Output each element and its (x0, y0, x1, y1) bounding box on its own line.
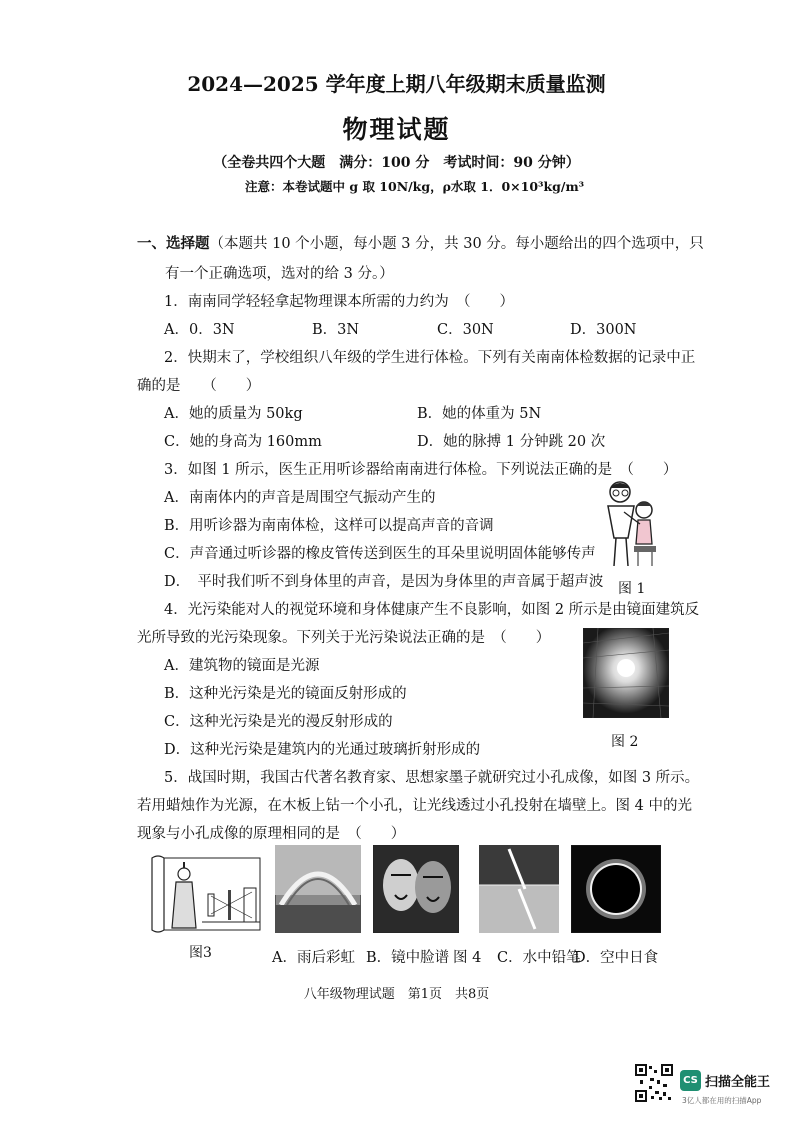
section-heading-line (137, 232, 704, 253)
subject-title: 物理试题 (342, 115, 451, 144)
question-1-stem: 1．南南同学轻轻拿起物理课本所需的力约为 （ ） (164, 294, 514, 310)
q1-option-d: D．300N (570, 322, 637, 338)
q3-option-a: A．南南体内的声音是周围空气振动产生的 (164, 490, 436, 506)
question-2-stem: 2．快期末了，学校组织八年级的学生进行体检。下列有关南南体检数据的记录中正 (164, 350, 696, 366)
q3-option-b: B．用听诊器为南南体检，这样可以提高声音的音调 (164, 518, 494, 534)
q2-option-b: B．她的体重为 5N (417, 406, 542, 422)
q4-option-b: B．这种光污染是光的镜面反射形成的 (164, 686, 407, 702)
q2-option-c: C．她的身高为 160mm (164, 434, 322, 450)
figure-4b-mirror-face-photo (373, 845, 459, 933)
q5-option-b: B．镜中脸谱 (366, 950, 450, 966)
question-3-stem: 3．如图 1 所示，医生正用听诊器给南南进行体检。下列说法正确的是 （ ） (164, 462, 678, 478)
page-footer: 八年级物理试题 第1页 共8页 (303, 987, 490, 1002)
q1-option-b: B．3N (312, 322, 360, 338)
exam-info: （全卷共四个大题 满分：100 分 考试时间：90 分钟） (213, 155, 580, 171)
q2-option-a: A．她的质量为 50kg (164, 406, 303, 422)
question-2-stem-cont: 确的是 （ ） (137, 378, 261, 394)
q4-option-d: D．这种光污染是建筑内的光通过玻璃折射形成的 (164, 742, 481, 758)
section-description: （本题共 10 个小题，每小题 3 分，共 30 分。每小题给出的四个选项中，只 (209, 236, 704, 252)
question-5-stem: 5．战国时期，我国古代著名教育家、思想家墨子就研究过小孔成像，如图 3 所示。 (164, 770, 700, 786)
q1-option-a: A．0．3N (164, 322, 235, 338)
figure-4a-rainbow-photo (275, 845, 361, 933)
figure-4d-solar-eclipse-photo (571, 845, 661, 933)
q3-option-d: D． 平时我们听不到身体里的声音，是因为身体里的声音属于超声波 (164, 574, 604, 590)
q1-option-c: C．30N (437, 322, 494, 338)
q5-option-d: D．空中日食 (574, 950, 659, 966)
section-heading: 一、选择题 (137, 235, 210, 252)
q5-option-a: A．雨后彩虹 (272, 950, 355, 966)
question-4-stem: 4．光污染能对人的视觉环境和身体健康产生不良影响，如图 2 所示是由镜面建筑反 (164, 602, 700, 618)
question-5-stem-cont2: 现象与小孔成像的原理相同的是 （ ） (137, 826, 406, 842)
figure-2-caption: 图 2 (611, 734, 639, 750)
question-5-stem-cont1: 若用蜡烛作为光源，在木板上钻一个小孔，让光线透过小孔投射在墙壁上。图 4 中的光 (137, 798, 692, 814)
figure-1-caption: 图 1 (618, 581, 646, 597)
exam-title: 2024—2025 学年度上期八年级期末质量监测 (187, 72, 606, 96)
q4-option-c: C．这种光污染是光的漫反射形成的 (164, 714, 393, 730)
figure-1-stethoscope-illustration (600, 478, 662, 570)
q4-option-a: A．建筑物的镜面是光源 (164, 658, 320, 674)
qr-code-icon (635, 1064, 673, 1102)
figure-2-building-glare-photo (583, 628, 669, 718)
section-description-cont: 有一个正确选项，选对的给 3 分。） (165, 266, 394, 282)
q3-option-c: C．声音通过听诊器的橡皮管传送到医生的耳朵里说明固体能够传声 (164, 546, 596, 562)
figure-4c-pencil-in-water-photo (479, 845, 559, 933)
figure-4-caption: 图 4 (453, 950, 482, 966)
camscanner-logo-icon: CS (680, 1070, 701, 1091)
figure-3-caption: 图3 (189, 945, 212, 961)
figure-3-mozi-pinhole-illustration (148, 852, 266, 936)
watermark-tagline: 3亿人都在用的扫描App (682, 1096, 762, 1105)
exam-note: 注意：本卷试题中 g 取 10N/kg，ρ水取 1．0×10³kg/m³ (245, 179, 585, 194)
q2-option-d: D．她的脉搏 1 分钟跳 20 次 (417, 434, 606, 450)
q5-option-c: C．水中铅笔 (497, 950, 581, 966)
question-4-stem-cont: 光所导致的光污染现象。下列关于光污染说法正确的是 （ ） (137, 630, 551, 646)
watermark-app-name: 扫描全能王 (705, 1075, 771, 1090)
